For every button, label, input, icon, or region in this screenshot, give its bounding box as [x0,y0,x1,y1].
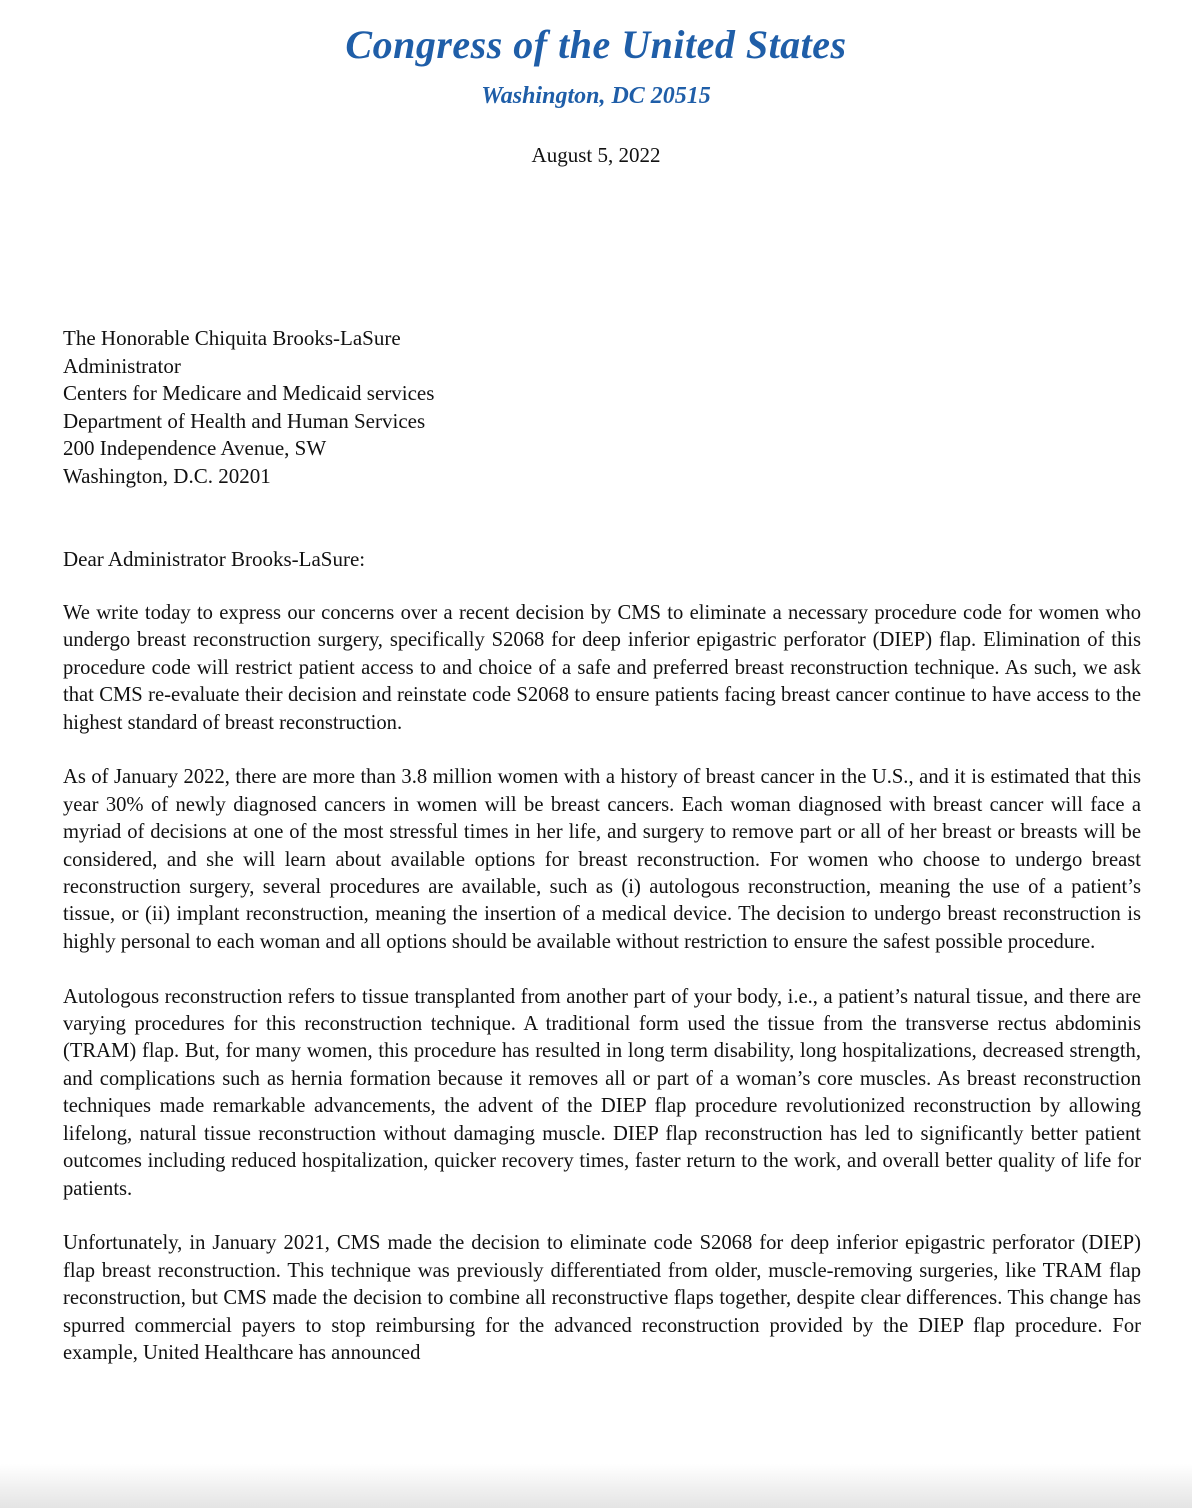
letterhead-title: Congress of the United States [345,22,847,67]
recipient-street: 200 Independence Avenue, SW [63,436,327,461]
recipient-title: Administrator [63,353,181,378]
recipient-name: The Honorable Chiquita Brooks-LaSure [63,326,401,350]
body-paragraph: Autologous reconstruction refers to tissue transplanted from another part of your body, i.e., a patient’s natural tissue, and there are varying procedures for this reconstruction technique. A traditional form used the tissue from the transverse rectus abdominis (TRAM) flap. But, for many women, this procedure has resulted in long term disability, long hospitalizations, decreased strength, and complications such as hernia formation because it removes all or part of a woman’s core muscles. As breast reconstruction techniques made remarkable advancements, the advent of the DIEP flap procedure revolutionized reconstruction by allowing lifelong, natural tissue reconstruction without damaging muscle. DIEP flap reconstruction has led to significantly better patient outcomes including reduced hospitalization, quicker recovery times, faster return to the work, and overall better quality of life for patients. [63,985,1141,1200]
body-paragraph: As of January 2022, there are more than 3.8 million women with a history of breast cancer in the U.S., and it is estimated that this year 30% of newly diagnosed cancers in women will be breast cancers. Each woman diagnosed with breast cancer will face a myriad of decisions at one of the most stressful times in her life, and surgery to remove part or all of her breast or breasts will be considered, and she will learn about available options for breast reconstruction. For women who choose to undergo breast reconstruction surgery, several procedures are available, such as (i) autologous reconstruction, meaning the use of a patient’s tissue, or (ii) implant reconstruction, meaning the insertion of a medical device. The decision to undergo breast reconstruction is highly personal to each woman and all options should be available without restriction to ensure the safest possible procedure. [63,766,1141,953]
letter-date: August 5, 2022 [531,143,661,167]
letterhead [0,14,1192,116]
recipient-city: Washington, D.C. 20201 [63,463,271,488]
recipient-department: Department of Health and Human Services [63,408,426,433]
recipient-address [63,325,434,491]
letter-body [63,600,1141,1395]
recipient-agency: Centers for Medicare and Medicaid services [63,381,435,406]
salutation: Dear Administrator Brooks-LaSure: [63,547,366,571]
body-paragraph: We write today to express our concerns over a recent decision by CMS to eliminate a necessary procedure code for women who undergo breast reconstruction surgery, specifically S2068 for deep inferior epigastric perforator (DIEP) flap. Elimination of this procedure code will restrict patient access to and choice of a safe and preferred breast reconstruction technique. As such, we ask that CMS re-evaluate their decision and reinstate code S2068 to ensure patients facing breast cancer continue to have access to the highest standard of breast reconstruction. [63,602,1141,734]
page-bottom-shadow [0,1464,1192,1508]
body-paragraph: Unfortunately, in January 2021, CMS made the decision to eliminate code S2068 for deep inferior epigastric perforator (DIEP) flap breast reconstruction. This technique was previously differentiated from older, muscle-removing surgeries, like TRAM flap reconstruction, but CMS made the decision to combine all reconstructive flaps together, despite clear differences. This change has spurred commercial payers to stop reimbursing for the advanced reconstruction provided by the DIEP flap procedure. For example, United Healthcare has announced [63,1232,1141,1364]
letterhead-address: Washington, DC 20515 [481,83,711,109]
